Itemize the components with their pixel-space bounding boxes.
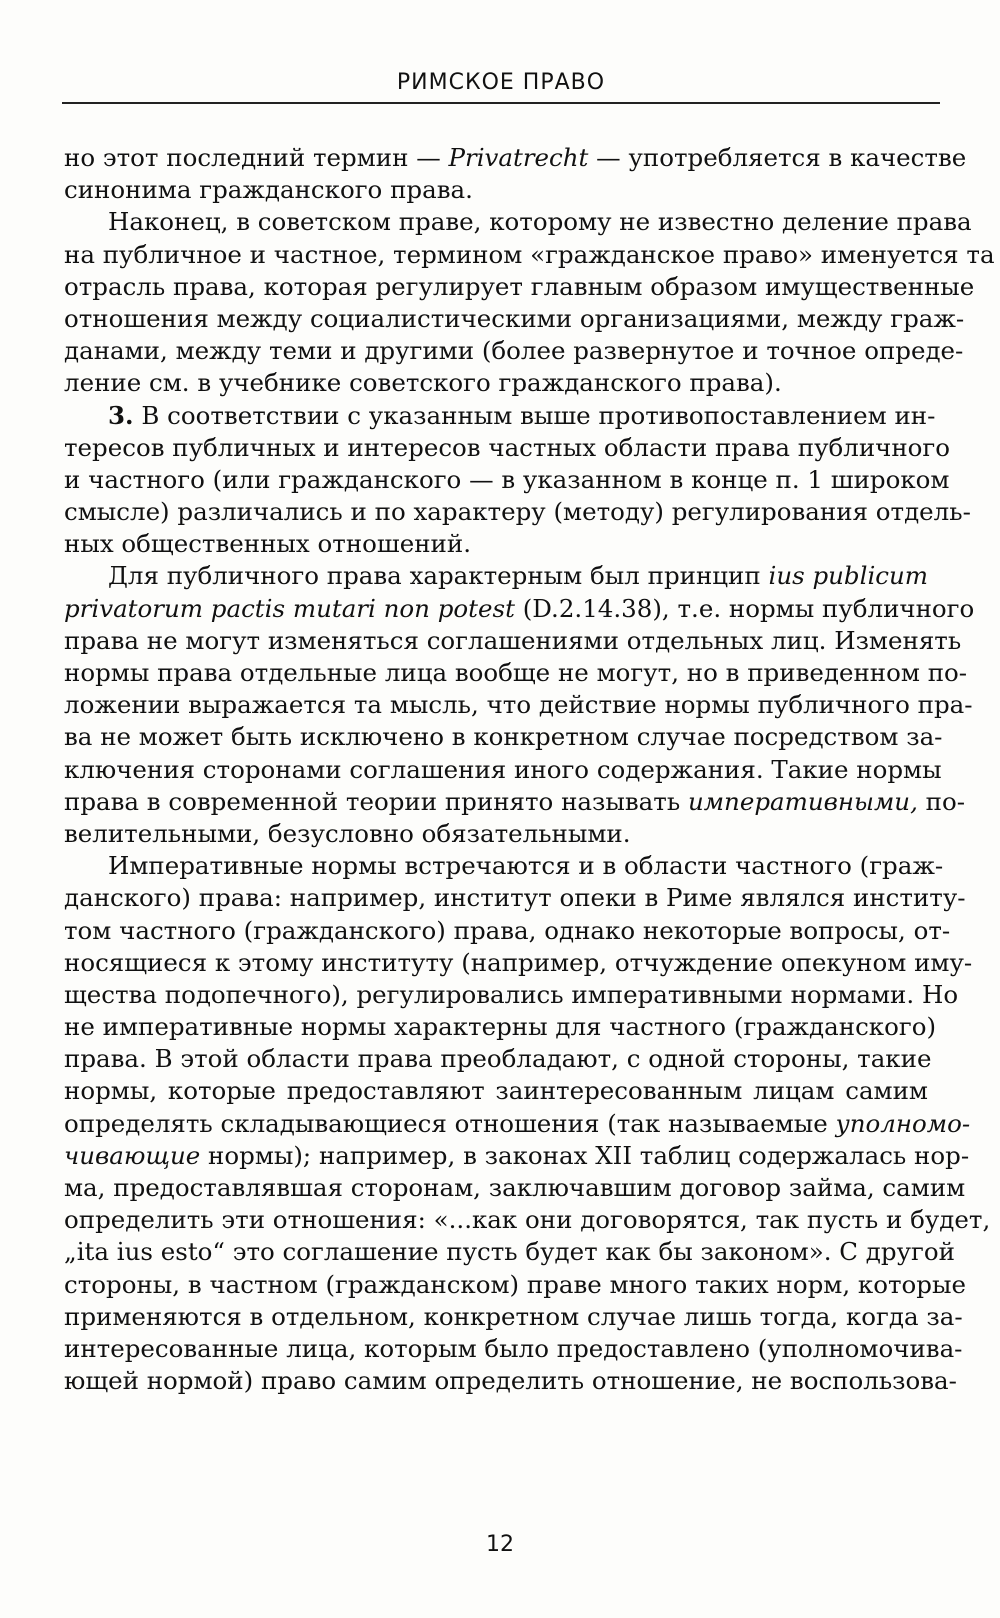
text-line: тересов публичных и интересов частных области права публичного	[64, 432, 951, 462]
text-line: privatorum pactis mutari non potest (D.2.14.38), т.е. нормы публичного	[64, 593, 975, 623]
text-line: Для публичного права характерным был принцип ius publicum	[108, 561, 929, 591]
text-line: применяются в отдельном, конкретном случае лишь тогда, когда за-	[64, 1301, 963, 1331]
text-line: ложении выражается та мысль, что действие нормы публичного пра-	[64, 690, 973, 720]
text-line: стороны, в частном (гражданском) праве много таких норм, которые	[64, 1269, 966, 1299]
text-line: отношения между социалистическими организациями, между граж-	[64, 303, 965, 333]
text-line: на публичное и частное, термином «гражданское право» именуется та	[64, 239, 995, 269]
text-line: ление см. в учебнике советского гражданского права).	[64, 368, 782, 398]
text-line: ключения сторонами соглашения иного содержания. Такие нормы	[64, 754, 942, 784]
text-line: определять складывающиеся отношения (так называемые уполномо-	[64, 1108, 971, 1138]
text-line: права в современной теории принято называть императивными, по-	[64, 786, 966, 816]
text-line: данского) права: например, институт опеки в Риме являлся институ-	[64, 883, 966, 913]
text-line: велительными, безусловно обязательными.	[64, 818, 631, 848]
text-line: ющей нормой) право самим определить отношение, не воспользова-	[64, 1366, 957, 1396]
text-line: нормы права отдельные лица вообще не могут, но в приведенном по-	[64, 658, 968, 687]
running-title: РИМСКОЕ ПРАВО	[396, 70, 606, 95]
text-line: права. В этой области права преобладают, с одной стороны, такие	[64, 1044, 932, 1074]
text-line: нормы, которые предоставляют заинтересованным лицам самим	[64, 1076, 928, 1106]
text-line: ных общественных отношений.	[64, 529, 471, 559]
text-line: отрасль права, которая регулирует главным образом имущественные	[64, 271, 975, 301]
running-head	[62, 64, 940, 104]
section-number: 3.	[108, 400, 134, 430]
text-line: Императивные нормы встречаются и в области частного (граж-	[108, 851, 944, 881]
text-line: ва не может быть исключено в конкретном случае посредством за-	[64, 722, 943, 752]
text-line: смысле) различались и по характеру (методу) регулирования отдель-	[64, 497, 971, 527]
text-line: не императивные нормы характерны для частного (гражданского)	[64, 1012, 936, 1042]
text-line: синонима гражданского права.	[64, 175, 473, 205]
text-line: определить эти отношения: «...как они договорятся, так пусть и будет,	[64, 1205, 991, 1235]
text-line: данами, между теми и другими (более развернутое и точное опреде-	[64, 336, 964, 366]
text-line: и частного (или гражданского — в указанном в конце п. 1 широком	[64, 464, 950, 494]
text-line: права не могут изменяться соглашениями отдельных лиц. Изменять	[64, 625, 962, 655]
body-text	[64, 142, 995, 1397]
text-line: ма, предоставлявшая сторонам, заключавшим договор займа, самим	[64, 1173, 966, 1202]
text-line: чивающие нормы); например, в законах XII таблиц содержалась нор-	[64, 1140, 970, 1170]
page-number: 12	[486, 1532, 514, 1557]
text-line: „ita ius esto“ это соглашение пусть будет как бы законом». С другой	[64, 1237, 955, 1267]
text-line: носящиеся к этому институту (например, отчуждение опекуном иму-	[64, 947, 973, 977]
text-line: 3. В соответствии с указанным выше противопоставлением ин-	[108, 400, 936, 430]
text-line: Наконец, в советском праве, которому не известно деление права	[108, 207, 972, 237]
text-line: том частного (гражданского) права, однако некоторые вопросы, от-	[64, 915, 951, 945]
text-line: но этот последний термин — Privatrecht — употребляется в качестве	[64, 143, 967, 172]
text-line: щества подопечного), регулировались императивными нормами. Но	[64, 979, 959, 1009]
text-line: интересованные лица, которым было предоставлено (уполномочива-	[64, 1333, 963, 1363]
